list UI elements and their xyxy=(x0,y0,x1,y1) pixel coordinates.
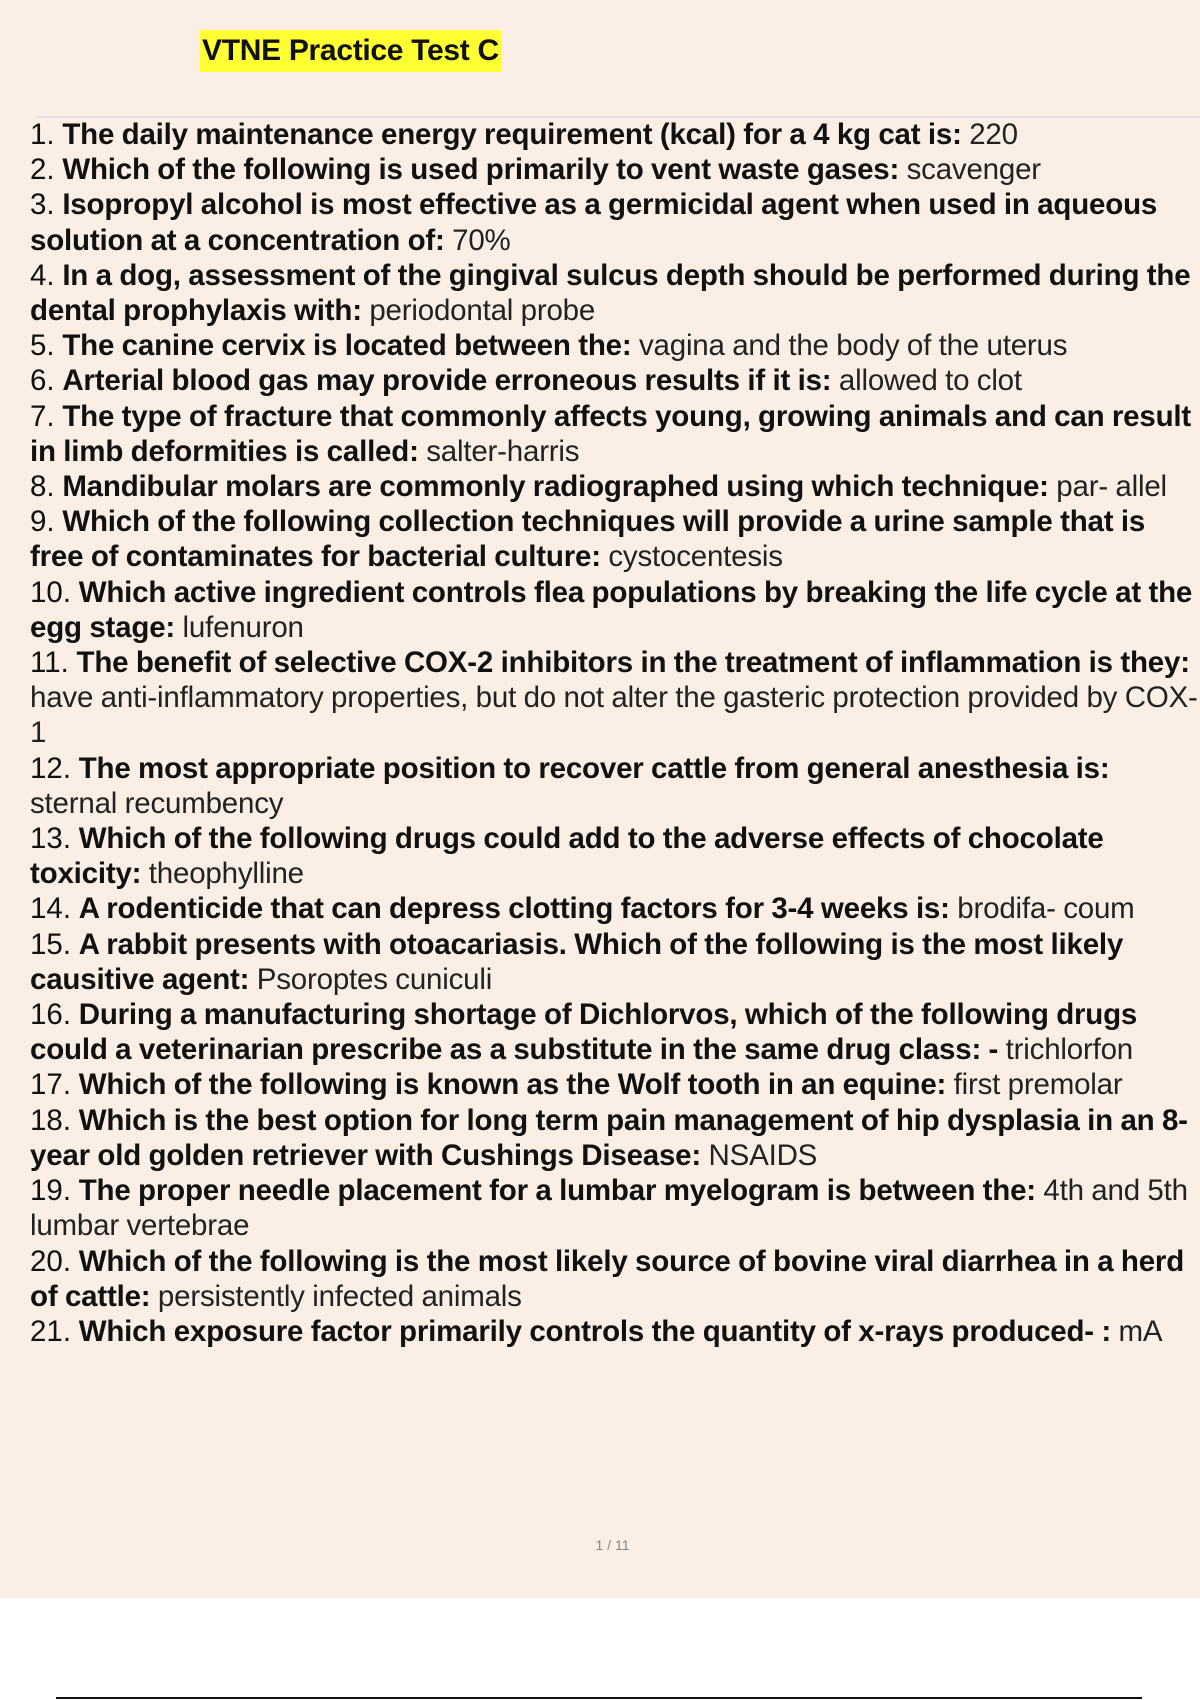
question-item xyxy=(30,1314,1200,1349)
question-text: Which of the following collection techniques will provide a urine sample that is free of contaminates for bacterial culture: xyxy=(30,505,1146,574)
question-number: 18. xyxy=(30,1103,79,1137)
answer-text: 220 xyxy=(961,118,1018,151)
question-number: 13. xyxy=(30,822,79,856)
question-text: The type of fracture that commonly affects young, growing animals and can result in limb deformities is called: xyxy=(30,399,1192,468)
question-text: A rabbit presents with otoacariasis. Which of the following is the most likely causitive agent: xyxy=(30,927,1124,996)
page-indicator: 1 / 11 xyxy=(595,1537,630,1553)
answer-text: par- allel xyxy=(1048,470,1167,504)
answer-text: scavenger xyxy=(899,153,1041,187)
answer-text: mA xyxy=(1111,1314,1163,1348)
answer-text: lufenuron xyxy=(175,610,304,644)
question-number: 2. xyxy=(30,153,63,187)
question-number: 9. xyxy=(30,505,63,539)
question-number: 15. xyxy=(30,927,79,961)
question-text: Mandibular molars are commonly radiographed using which technique: xyxy=(62,470,1049,504)
answer-text: have anti-inflammatory properties, but do not alter the gasteric protection provided by COX-1 xyxy=(30,681,1198,750)
question-text: In a dog, assessment of the gingival sulcus depth should be performed during the dental prophylaxis with: xyxy=(30,258,1191,328)
question-text: Which active ingredient controls flea populations by breaking the life cycle at the egg stage: xyxy=(30,575,1193,644)
question-item xyxy=(30,645,1200,751)
question-text: Which is the best option for long term pain management of hip dysplasia in an 8-year old golden retriever with Cushings Disease: xyxy=(30,1103,1188,1172)
answer-text: sternal recumbency xyxy=(30,786,284,820)
question-item xyxy=(30,363,1200,398)
question-number: 14. xyxy=(30,892,79,926)
question-item xyxy=(30,927,1200,997)
question-number: 4. xyxy=(30,258,63,292)
answer-text: 70% xyxy=(444,223,511,257)
question-item xyxy=(30,1103,1200,1173)
answer-text: trichlorfon xyxy=(998,1033,1134,1067)
answer-text: allowed to clot xyxy=(831,364,1022,398)
question-number: 20. xyxy=(30,1244,79,1278)
question-number: 17. xyxy=(30,1068,79,1102)
question-item xyxy=(30,399,1200,469)
question-number: 12. xyxy=(30,751,79,785)
question-item xyxy=(30,1173,1200,1243)
question-number: 1. xyxy=(30,118,63,151)
question-number: 6. xyxy=(30,364,63,398)
question-number: 16. xyxy=(30,998,79,1032)
question-number: 3. xyxy=(30,188,63,222)
question-number: 8. xyxy=(30,470,63,504)
answer-text: Psoroptes cuniculi xyxy=(249,962,493,996)
question-text: The canine cervix is located between the: xyxy=(62,329,632,363)
question-item xyxy=(30,891,1200,926)
question-text: The benefit of selective COX-2 inhibitors in the treatment of inflammation is they: xyxy=(76,646,1190,680)
question-text: Which of the following is used primarily to vent waste gases: xyxy=(62,153,900,187)
document-title: VTNE Practice Test C xyxy=(200,30,501,72)
page-bottom-rule xyxy=(56,1697,1142,1699)
question-text: Arterial blood gas may provide erroneous results if it is: xyxy=(62,364,832,398)
answer-text: first premolar xyxy=(946,1068,1123,1102)
question-number: 19. xyxy=(30,1174,79,1208)
question-item xyxy=(30,1067,1200,1102)
question-text: A rodenticide that can depress clotting factors for 3-4 weeks is: xyxy=(78,892,950,926)
question-item xyxy=(30,328,1200,363)
question-item xyxy=(30,575,1200,645)
question-text: The most appropriate position to recover cattle from general anesthesia is: xyxy=(78,751,1110,785)
question-item xyxy=(30,751,1200,821)
question-text: Which of the following is the most likely source of bovine viral diarrhea in a herd of cattle: xyxy=(30,1244,1185,1313)
title-wrap xyxy=(200,30,501,72)
question-text: The proper needle placement for a lumbar myelogram is between the: xyxy=(78,1174,1036,1208)
question-number: 11. xyxy=(30,646,77,680)
question-number: 5. xyxy=(30,329,63,363)
question-text: Which of the following is known as the Wolf tooth in an equine: xyxy=(78,1068,947,1102)
answer-text: persistently infected animals xyxy=(150,1279,522,1313)
question-item xyxy=(30,504,1200,574)
answer-text: brodifa- coum xyxy=(949,892,1135,926)
question-item xyxy=(30,469,1200,504)
question-text: Which of the following drugs could add to the adverse effects of chocolate toxicity: xyxy=(30,822,1104,891)
question-item xyxy=(30,997,1200,1067)
question-number: 7. xyxy=(30,399,63,433)
question-item xyxy=(30,1244,1200,1314)
question-text: During a manufacturing shortage of Dichlorvos, which of the following drugs could a veterinarian prescribe as a substitute in the same drug class: - xyxy=(30,998,1138,1067)
question-text: The daily maintenance energy requirement (kcal) for a 4 kg cat is: xyxy=(62,118,962,151)
question-text: Isopropyl alcohol is most effective as a germicidal agent when used in aqueous solution at a concentration of: xyxy=(30,188,1158,257)
question-number: 21. xyxy=(30,1314,79,1348)
question-item xyxy=(30,821,1200,891)
answer-text: vagina and the body of the uterus xyxy=(631,329,1068,363)
question-item xyxy=(30,187,1200,257)
answer-text: periodontal probe xyxy=(361,294,596,328)
question-item xyxy=(30,152,1200,187)
answer-text: salter-harris xyxy=(418,434,580,468)
question-list xyxy=(30,117,1200,1349)
answer-text: cystocentesis xyxy=(600,540,783,574)
question-number: 10. xyxy=(30,575,79,609)
answer-text: NSAIDS xyxy=(701,1138,818,1172)
question-item xyxy=(30,117,1200,152)
answer-text: 4th and 5th lumbar vertebrae xyxy=(30,1174,1188,1243)
question-item xyxy=(30,258,1200,328)
question-text: Which exposure factor primarily controls the quantity of x-rays produced- : xyxy=(78,1314,1112,1348)
answer-text: theophylline xyxy=(141,857,304,891)
